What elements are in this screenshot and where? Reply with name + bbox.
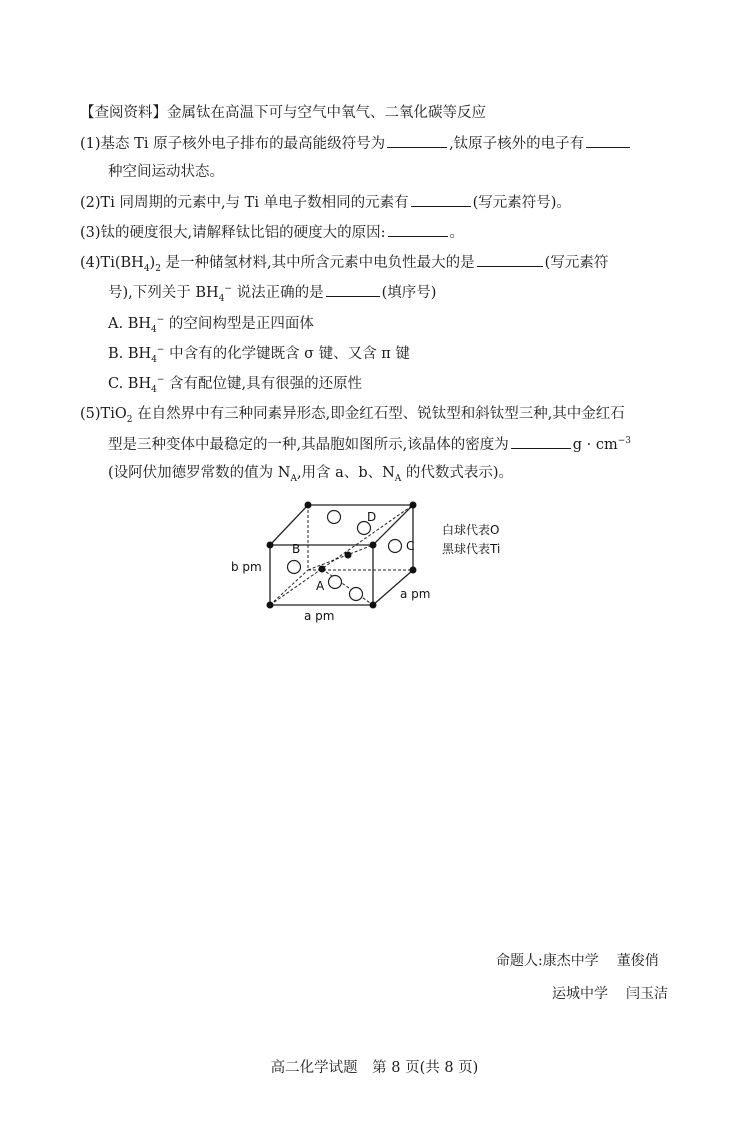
question-5-cont2: (设阿伏加德罗常数的值为 $N_A$,用含 a、b、$N_A$ 的代数式表示)。 bbox=[108, 465, 514, 484]
label-b-pm: b pm bbox=[231, 560, 262, 574]
o-atom bbox=[350, 588, 363, 601]
ti-atom bbox=[267, 602, 274, 609]
question-5-cont: 型是三种变体中最稳定的一种,其晶胞如图所示,该晶体的密度为 $g \cdot cm^{-3}$ bbox=[108, 434, 631, 455]
author-line-2: 运城中学 闫玉洁 bbox=[552, 986, 668, 1002]
option-b: B. $BH_4^-$ 中含有的化学键既含 σ 键、又含 π 键 bbox=[108, 345, 410, 365]
ti-atom bbox=[305, 502, 312, 509]
diagonal-line bbox=[308, 545, 373, 570]
question-4-cont: 号),下列关于 $BH_4^-$ 说法正确的是 (填序号) bbox=[108, 282, 436, 303]
answer-blank[interactable] bbox=[511, 434, 571, 449]
answer-blank[interactable] bbox=[477, 252, 543, 267]
page-footer: 高二化学试题 第 8 页(共 8 页) bbox=[270, 1060, 479, 1076]
label-atom-D: D bbox=[367, 510, 377, 524]
o-atom bbox=[328, 511, 341, 524]
header-line: 【查阅资料】金属钛在高温下可与空气中氧气、二氧化碳等反应 bbox=[80, 105, 486, 121]
question-3: (3)钛的硬度很大,请解释钛比铝的硬度大的原因: 。 bbox=[80, 222, 464, 243]
question-1-cont: 种空间运动状态。 bbox=[108, 164, 224, 180]
hidden-edge bbox=[270, 570, 308, 605]
ti-atom bbox=[319, 566, 326, 573]
cell-edge bbox=[270, 505, 308, 545]
answer-blank[interactable] bbox=[326, 282, 380, 297]
legend-white-ball: 白球代表O bbox=[442, 523, 500, 537]
question-2: (2)Ti 同周期的元素中,与 Ti 单电子数相同的元素有 (写元素符号)。 bbox=[80, 192, 571, 213]
o-atom bbox=[329, 576, 342, 589]
ti-atom bbox=[267, 542, 274, 549]
option-a: A. $BH_4^-$ 的空间构型是正四面体 bbox=[108, 315, 314, 335]
label-atom-B: B bbox=[292, 542, 301, 556]
ti-atom bbox=[410, 567, 417, 574]
ti-atom bbox=[370, 602, 377, 609]
label-a-pm-right: a pm bbox=[400, 587, 431, 601]
ti-atom bbox=[345, 552, 352, 559]
o-atom bbox=[389, 540, 402, 553]
diagonal-line bbox=[322, 569, 373, 605]
label-a-pm-bottom: a pm bbox=[304, 609, 335, 623]
question-5: (5)TiO$_2$ 在自然界中有三种同素异形态,即金红石型、锐钛型和斜钛型三种,其中金红石 bbox=[80, 406, 625, 425]
author-line-1: 命题人:康杰中学 董俊俏 bbox=[496, 953, 659, 969]
option-c: C. $BH_4^-$ 含有配位键,具有很强的还原性 bbox=[108, 375, 363, 395]
answer-blank[interactable] bbox=[388, 222, 448, 237]
answer-blank[interactable] bbox=[387, 133, 447, 148]
ti-atom bbox=[370, 542, 377, 549]
o-atom bbox=[288, 561, 301, 574]
label-atom-C: C bbox=[406, 539, 415, 553]
legend-black-ball: 黑球代表Ti bbox=[442, 542, 501, 556]
question-1: (1)基态 Ti 原子核外电子排布的最高能级符号为 ,钛原子核外的电子有 bbox=[80, 133, 632, 154]
question-4: $(4)Ti(BH_4)_2$ 是一种储氢材料,其中所含元素中电负性最大的是 (写元素符 bbox=[80, 252, 608, 273]
answer-blank[interactable] bbox=[586, 133, 630, 148]
label-atom-A: A bbox=[316, 579, 325, 593]
crystal-cell-figure bbox=[228, 495, 523, 630]
answer-blank[interactable] bbox=[411, 192, 471, 207]
ti-atom bbox=[410, 502, 417, 509]
